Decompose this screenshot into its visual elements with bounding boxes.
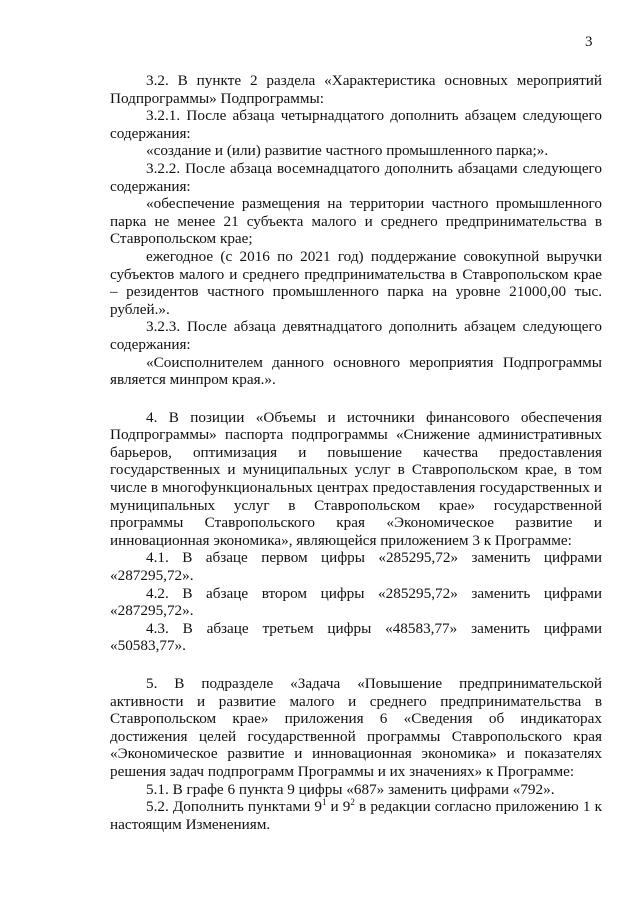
paragraph-3-2: 3.2. В пункте 2 раздела «Характеристика основных мероприятий Подпрограммы» Подпрограммы: [110,72,602,107]
paragraph-quote-park: «создание и (или) развитие частного промышленного парка;». [146,142,549,160]
paragraph-5-1: 5.1. В графе 6 пункта 9 цифры «687» заменить цифрами «792». [146,780,555,798]
paragraph-3-2-3: 3.2.3. После абзаца девятнадцатого дополнить абзацем следующего содержания: [110,318,602,353]
paragraph-4: 4. В позиции «Объемы и источники финансового обеспечения Подпрограммы» паспорта подпрограммы «Снижение административных барьеров, оптимизация и повышение качества предоставления государственных и муниципальных услуг в Ставропольском крае, в том числе в многофункциональных центрах предоставления государственных и муниципальных услуг в Ставропольском крае» государственной программы Ставропольского края «Экономическое развитие и инновационная экономика», являющейся приложением 3 к Программе: [110,408,602,549]
paragraph-quote-co-executor: «Соисполнителем данного основного мероприятия Подпрограммы является минпром края.». [110,353,602,389]
paragraph-5-2-part-a: 5.2. Дополнить пунктами 9 [146,798,322,816]
paragraph-5-2 [110,798,602,833]
paragraph-4-3: 4.3. В абзаце третьем цифры «48583,77» заменить цифрами «50583,77». [110,619,602,655]
document-body [110,72,602,833]
section-gap [110,389,602,409]
page-number: 3 [585,34,593,50]
section-gap [110,655,602,675]
paragraph-5-2-part-b: и 9 [326,798,351,816]
paragraph-4-2: 4.2. В абзаце втором цифры «285295,72» заменить цифрами «287295,72». [110,584,602,620]
superscript-2: 2 [350,797,355,808]
paragraph-3-2-1: 3.2.1. После абзаца четырнадцатого дополнить абзацем следующего содержания: [110,107,602,142]
paragraph-5-2-part-c: в редакции согласно приложению 1 к настоящим Изменениям. [110,798,602,833]
superscript-1: 1 [321,797,327,808]
paragraph-3-2-2: 3.2.2. После абзаца восемнадцатого дополнить абзацами следующего содержания: [110,159,602,195]
paragraph-quote-placement: «обеспечение размещения на территории частного промышленного парка не менее 21 субъекта малого и среднего предпринимательства в Ставропольском крае; [110,195,602,248]
paragraph-5: 5. В подразделе «Задача «Повышение предпринимательской активности и развитие малого и среднего предпринимательства в Ставропольском крае» приложения 6 «Сведения об индикаторах достижения целей государственной программы Ставропольского края «Экономическое развитие и инновационная экономика» и показателях решения задач подпрограмм Программы и их значениях» к Программе: [110,675,602,780]
paragraph-annual-revenue: ежегодное (с 2016 по 2021 год) поддержание совокупной выручки субъектов малого и среднего предпринимательства в Ставропольском крае – резидентов частного промышленного парка на уровне 21000,00 тыс. рублей.». [110,247,602,318]
paragraph-4-1: 4.1. В абзаце первом цифры «285295,72» заменить цифрами «287295,72». [110,549,602,585]
